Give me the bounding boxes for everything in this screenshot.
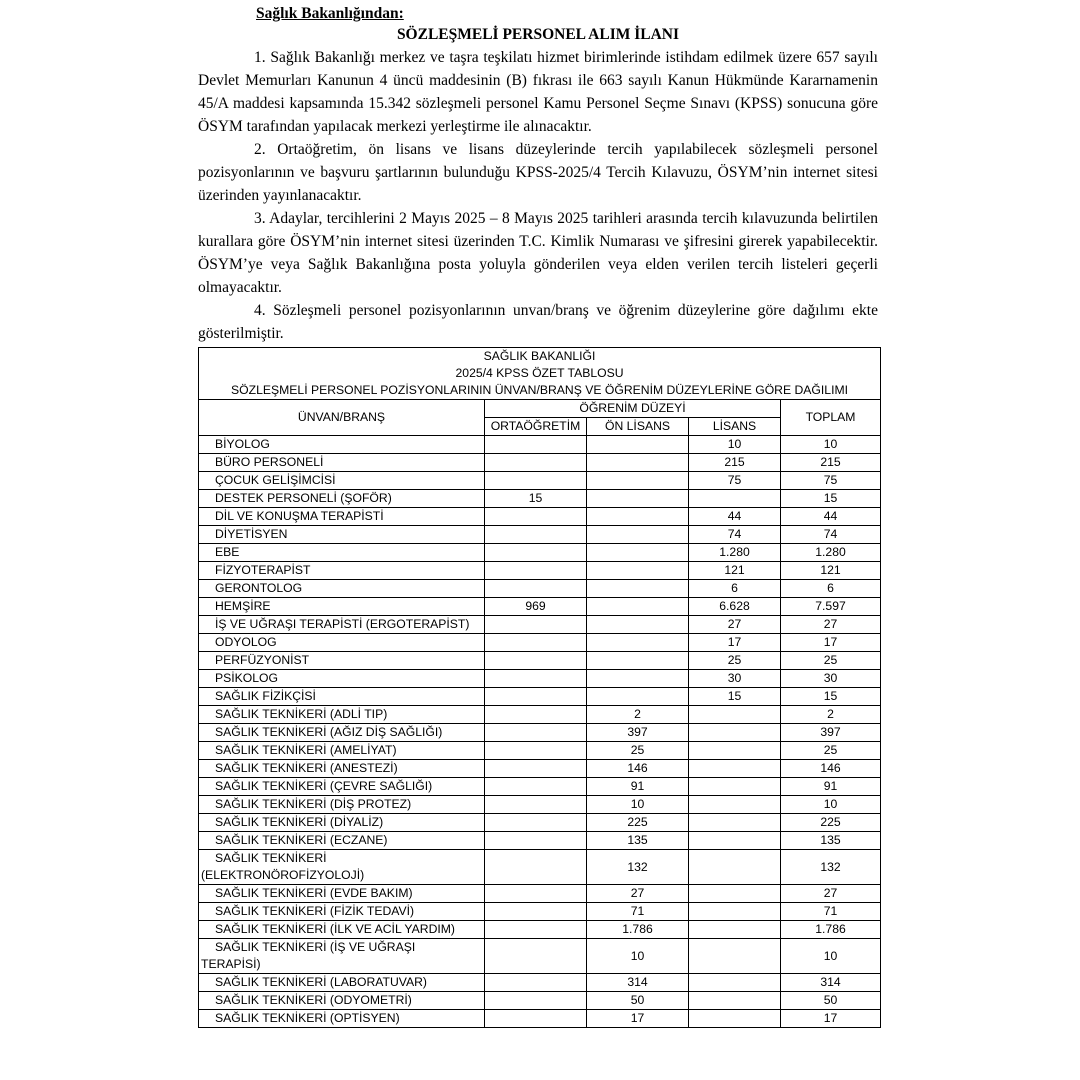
table-row: [199, 598, 881, 616]
cell-associate: 397: [587, 724, 689, 742]
cell-secondary: 15: [485, 490, 587, 508]
cell-associate: 10: [587, 796, 689, 814]
cell-associate: 91: [587, 778, 689, 796]
cell-secondary: [485, 724, 587, 742]
cell-secondary: [485, 454, 587, 472]
cell-title: SAĞLIK TEKNİKERİ (ANESTEZİ): [199, 760, 485, 778]
table-row: [199, 544, 881, 562]
cell-total: 1.786: [781, 921, 881, 939]
cell-bachelor: 15: [689, 688, 781, 706]
cell-total: 314: [781, 974, 881, 992]
cell-associate: 1.786: [587, 921, 689, 939]
cell-total: 135: [781, 832, 881, 850]
cell-total: 146: [781, 760, 881, 778]
cell-title: PERFÜZYONİST: [199, 652, 485, 670]
table-row: [199, 939, 881, 974]
cell-associate: 135: [587, 832, 689, 850]
cell-secondary: [485, 544, 587, 562]
cell-bachelor: 30: [689, 670, 781, 688]
cell-total: 91: [781, 778, 881, 796]
table-row: [199, 921, 881, 939]
cell-associate: [587, 454, 689, 472]
cell-bachelor: 27: [689, 616, 781, 634]
cell-title: SAĞLIK TEKNİKERİ (LABORATUVAR): [199, 974, 485, 992]
cell-associate: [587, 508, 689, 526]
cell-secondary: [485, 580, 587, 598]
cell-bachelor: 44: [689, 508, 781, 526]
cell-total: 2: [781, 706, 881, 724]
cell-secondary: [485, 1010, 587, 1028]
table-row: [199, 974, 881, 992]
cell-associate: 17: [587, 1010, 689, 1028]
cell-total: 1.280: [781, 544, 881, 562]
table-row: [199, 832, 881, 850]
cell-associate: [587, 436, 689, 454]
paragraph-1: 1. Sağlık Bakanlığı merkez ve taşra teşkilatı hizmet birimlerinde istihdam edilmek üzere 657 sayılı Devlet Memurları Kanunun 4 üncü maddesinin (B) fıkrası ile 663 sayılı Kanun Hükmünde Kararnamenin 45/A maddesi kapsamında 15.342 sözleşmeli personel Kamu Personel Seçme Sınavı (KPSS) sonucuna göre ÖSYM tarafından yapılacak merkezi yerleştirme ile alınacaktır.: [198, 49, 878, 135]
cell-associate: [587, 562, 689, 580]
cell-associate: 132: [587, 850, 689, 885]
cell-secondary: [485, 742, 587, 760]
column-header-total: TOPLAM: [781, 400, 881, 436]
table-body: [199, 436, 881, 1028]
cell-title: FİZYOTERAPİST: [199, 562, 485, 580]
cell-title: ÇOCUK GELİŞİMCİSİ: [199, 472, 485, 490]
cell-bachelor: 17: [689, 634, 781, 652]
table-row: [199, 760, 881, 778]
table-row: [199, 634, 881, 652]
cell-title: SAĞLIK TEKNİKERİ (ADLİ TIP): [199, 706, 485, 724]
cell-associate: 314: [587, 974, 689, 992]
cell-bachelor: [689, 706, 781, 724]
cell-associate: 50: [587, 992, 689, 1010]
cell-title: SAĞLIK TEKNİKERİ (EVDE BAKIM): [199, 885, 485, 903]
cell-title-line1: SAĞLIK TEKNİKERİ (İŞ VE UĞRAŞI: [215, 940, 416, 954]
cell-secondary: [485, 706, 587, 724]
cell-bachelor: [689, 760, 781, 778]
cell-total: 50: [781, 992, 881, 1010]
cell-secondary: [485, 992, 587, 1010]
cell-bachelor: [689, 832, 781, 850]
table-row: [199, 526, 881, 544]
cell-secondary: [485, 974, 587, 992]
cell-secondary: [485, 616, 587, 634]
cell-total: 30: [781, 670, 881, 688]
cell-secondary: [485, 796, 587, 814]
cell-total: 215: [781, 454, 881, 472]
cell-total: 75: [781, 472, 881, 490]
summary-table: [198, 347, 881, 1028]
cell-bachelor: 1.280: [689, 544, 781, 562]
cell-secondary: [485, 850, 587, 885]
cell-bachelor: 6: [689, 580, 781, 598]
table-row: [199, 850, 881, 885]
cell-secondary: [485, 634, 587, 652]
cell-associate: 71: [587, 903, 689, 921]
column-header-bachelor: LİSANS: [689, 418, 781, 436]
cell-secondary: 969: [485, 598, 587, 616]
cell-bachelor: [689, 921, 781, 939]
cell-secondary: [485, 508, 587, 526]
cell-title: GERONTOLOG: [199, 580, 485, 598]
cell-total: 132: [781, 850, 881, 885]
cell-total: 74: [781, 526, 881, 544]
cell-secondary: [485, 778, 587, 796]
table-row: [199, 472, 881, 490]
cell-bachelor: [689, 1010, 781, 1028]
column-header-secondary: ORTAÖĞRETİM: [485, 418, 587, 436]
cell-bachelor: [689, 903, 781, 921]
cell-title: HEMŞİRE: [199, 598, 485, 616]
cell-total: 7.597: [781, 598, 881, 616]
table-row: [199, 796, 881, 814]
cell-title: [199, 939, 485, 974]
cell-secondary: [485, 436, 587, 454]
cell-title: SAĞLIK TEKNİKERİ (AMELİYAT): [199, 742, 485, 760]
cell-associate: 225: [587, 814, 689, 832]
cell-bachelor: [689, 724, 781, 742]
cell-secondary: [485, 760, 587, 778]
cell-title: EBE: [199, 544, 485, 562]
cell-associate: [587, 472, 689, 490]
cell-associate: [587, 580, 689, 598]
cell-bachelor: [689, 939, 781, 974]
paragraph-3: 3. Adaylar, tercihlerini 2 Mayıs 2025 – 8 Mayıs 2025 tarihleri arasında tercih kılavuzunda belirtilen kurallara göre ÖSYM’nin internet sitesi üzerinden T.C. Kimlik Numarası ve şifresini girerek yapabilecektir. ÖSYM’ye veya Sağlık Bakanlığına posta yoluyla gönderilen veya elden verilen tercih listeleri geçerli olmayacaktır.: [198, 210, 878, 296]
column-group-education: ÖĞRENİM DÜZEYİ: [485, 400, 781, 418]
cell-associate: [587, 688, 689, 706]
cell-secondary: [485, 526, 587, 544]
cell-total: 71: [781, 903, 881, 921]
cell-associate: [587, 616, 689, 634]
cell-associate: 27: [587, 885, 689, 903]
cell-bachelor: [689, 778, 781, 796]
cell-title: SAĞLIK TEKNİKERİ (DİYALİZ): [199, 814, 485, 832]
cell-bachelor: [689, 974, 781, 992]
cell-title: SAĞLIK FİZİKÇİSİ: [199, 688, 485, 706]
table-row: [199, 562, 881, 580]
cell-title-line2: TERAPİSİ): [201, 957, 261, 971]
cell-total: 17: [781, 634, 881, 652]
cell-associate: [587, 598, 689, 616]
cell-secondary: [485, 652, 587, 670]
cell-bachelor: 75: [689, 472, 781, 490]
cell-secondary: [485, 814, 587, 832]
cell-secondary: [485, 688, 587, 706]
cell-total: 10: [781, 436, 881, 454]
cell-bachelor: 74: [689, 526, 781, 544]
cell-total: 15: [781, 688, 881, 706]
cell-total: 25: [781, 742, 881, 760]
cell-bachelor: [689, 742, 781, 760]
cell-secondary: [485, 832, 587, 850]
cell-title: BİYOLOG: [199, 436, 485, 454]
cell-title: SAĞLIK TEKNİKERİ (ECZANE): [199, 832, 485, 850]
cell-title: SAĞLIK TEKNİKERİ (AĞIZ DİŞ SAĞLIĞI): [199, 724, 485, 742]
table-row: [199, 742, 881, 760]
table-row: [199, 454, 881, 472]
cell-title: DİL VE KONUŞMA TERAPİSTİ: [199, 508, 485, 526]
cell-bachelor: [689, 885, 781, 903]
cell-title: ODYOLOG: [199, 634, 485, 652]
column-header-associate: ÖN LİSANS: [587, 418, 689, 436]
cell-title: SAĞLIK TEKNİKERİ (OPTİSYEN): [199, 1010, 485, 1028]
table-row: [199, 706, 881, 724]
cell-total: 10: [781, 796, 881, 814]
table-row: [199, 903, 881, 921]
table-row: [199, 778, 881, 796]
cell-title-line2: (ELEKTRONÖROFİZYOLOJİ): [201, 868, 365, 882]
table-row: [199, 670, 881, 688]
table-row: [199, 885, 881, 903]
notice-heading: SÖZLEŞMELİ PERSONEL ALIM İLANI: [396, 26, 680, 43]
cell-title: DİYETİSYEN: [199, 526, 485, 544]
cell-bachelor: [689, 796, 781, 814]
table-row: [199, 436, 881, 454]
table-row: [199, 724, 881, 742]
cell-associate: [587, 670, 689, 688]
cell-bachelor: 121: [689, 562, 781, 580]
cell-bachelor: [689, 490, 781, 508]
cell-title: SAĞLIK TEKNİKERİ (DİŞ PROTEZ): [199, 796, 485, 814]
cell-bachelor: 25: [689, 652, 781, 670]
table-row: [199, 992, 881, 1010]
cell-associate: [587, 652, 689, 670]
cell-title: İŞ VE UĞRAŞI TERAPİSTİ (ERGOTERAPİST): [199, 616, 485, 634]
cell-total: 25: [781, 652, 881, 670]
cell-secondary: [485, 562, 587, 580]
table-row: [199, 688, 881, 706]
cell-secondary: [485, 472, 587, 490]
cell-title: PSİKOLOG: [199, 670, 485, 688]
cell-associate: [587, 526, 689, 544]
cell-total: 121: [781, 562, 881, 580]
cell-associate: [587, 634, 689, 652]
table-row: [199, 652, 881, 670]
cell-secondary: [485, 939, 587, 974]
cell-title: SAĞLIK TEKNİKERİ (ODYOMETRİ): [199, 992, 485, 1010]
cell-total: 27: [781, 885, 881, 903]
cell-bachelor: [689, 850, 781, 885]
table-title-ministry: SAĞLIK BAKANLIĞI: [199, 348, 881, 366]
cell-secondary: [485, 921, 587, 939]
table-row: [199, 814, 881, 832]
table-row: [199, 490, 881, 508]
column-header-title: ÜNVAN/BRANŞ: [199, 400, 485, 436]
cell-associate: 25: [587, 742, 689, 760]
cell-secondary: [485, 670, 587, 688]
issuer-title: Sağlık Bakanlığından:: [256, 5, 404, 22]
table-title-distribution: SÖZLEŞMELİ PERSONEL POZİSYONLARININ ÜNVAN/BRANŞ VE ÖĞRENİM DÜZEYLERİNE GÖRE DAĞILIMI: [199, 382, 881, 400]
cell-title: DESTEK PERSONELİ (ŞOFÖR): [199, 490, 485, 508]
table-row: [199, 616, 881, 634]
cell-total: 6: [781, 580, 881, 598]
cell-bachelor: 215: [689, 454, 781, 472]
paragraph-2: 2. Ortaöğretim, ön lisans ve lisans düzeylerinde tercih yapılabilecek sözleşmeli personel pozisyonlarının ve başvuru şartlarının bulunduğu KPSS-2025/4 Tercih Kılavuzu, ÖSYM’nin internet sitesi üzerinden yayınlanacaktır.: [198, 141, 878, 204]
paragraph-4: 4. Sözleşmeli personel pozisyonlarının unvan/branş ve öğrenim düzeylerine göre dağılımı ekte gösterilmiştir.: [198, 302, 878, 342]
cell-title: SAĞLIK TEKNİKERİ (ÇEVRE SAĞLIĞI): [199, 778, 485, 796]
cell-total: 17: [781, 1010, 881, 1028]
cell-associate: 2: [587, 706, 689, 724]
table-row: [199, 1010, 881, 1028]
cell-bachelor: 10: [689, 436, 781, 454]
cell-total: 10: [781, 939, 881, 974]
cell-title: SAĞLIK TEKNİKERİ (FİZİK TEDAVİ): [199, 903, 485, 921]
cell-total: 15: [781, 490, 881, 508]
cell-total: 44: [781, 508, 881, 526]
cell-total: 397: [781, 724, 881, 742]
cell-title-line1: SAĞLIK TEKNİKERİ: [215, 851, 327, 865]
cell-title: [199, 850, 485, 885]
cell-title: BÜRO PERSONELİ: [199, 454, 485, 472]
cell-secondary: [485, 885, 587, 903]
cell-bachelor: [689, 992, 781, 1010]
cell-total: 27: [781, 616, 881, 634]
notice-page: [198, 4, 878, 1028]
cell-bachelor: 6.628: [689, 598, 781, 616]
table-title-summary: 2025/4 KPSS ÖZET TABLOSU: [199, 365, 881, 382]
table-row: [199, 580, 881, 598]
cell-associate: 10: [587, 939, 689, 974]
cell-associate: [587, 544, 689, 562]
cell-title: SAĞLIK TEKNİKERİ (İLK VE ACİL YARDIM): [199, 921, 485, 939]
cell-secondary: [485, 903, 587, 921]
cell-bachelor: [689, 814, 781, 832]
cell-associate: [587, 490, 689, 508]
table-row: [199, 508, 881, 526]
cell-associate: 146: [587, 760, 689, 778]
cell-total: 225: [781, 814, 881, 832]
